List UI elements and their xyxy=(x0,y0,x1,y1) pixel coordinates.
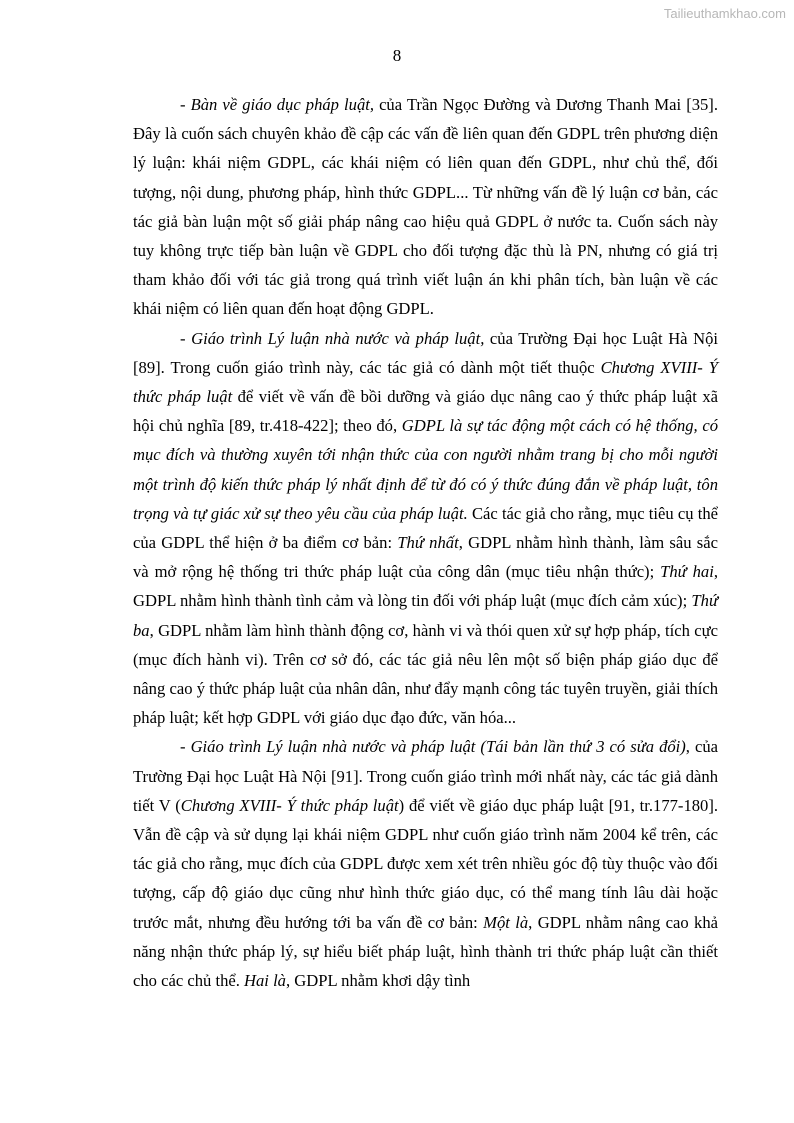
paragraph-text: , GDPL nhằm hình thành, làm sâu sắc và mở rộng hệ thống tri thức pháp luật của công dân (mục tiêu nhận thức); xyxy=(133,533,718,582)
document-body xyxy=(133,90,718,995)
paragraph-text: để viết về vấn đề bồi dưỡng và giáo dục nâng cao ý thức pháp luật xã hội chủ nghĩa [89, tr.418-422]; theo đó, xyxy=(133,387,718,436)
chapter-ref: Chương XVIII- Ý thức pháp luật xyxy=(133,357,718,407)
page-number: 8 xyxy=(392,46,402,65)
chapter-ref: Chương XVIII- Ý thức pháp luật xyxy=(180,795,399,815)
paragraph-giao-trinh-91 xyxy=(133,732,718,995)
book-title: Giáo trình Lý luận nhà nước và pháp luật, xyxy=(191,328,485,348)
paragraph-text: Các tác giả cho rằng, mục tiêu cụ thể của GDPL thể hiện ở ba điểm cơ bản: xyxy=(133,503,718,553)
paragraph-text: , GDPL nhằm nâng cao khả năng nhận thức pháp lý, sự hiểu biết pháp luật, hình thành tri thức pháp luật cần thiết cho các chủ thể. xyxy=(133,912,718,991)
point-label: Thứ ba xyxy=(133,591,718,640)
gdpl-definition: GDPL là sự tác động một cách có hệ thống, có mục đích và thường xuyên tới nhận thức của con người nhằm trang bị cho mỗi người một trình độ kiến thức pháp lý nhất định để từ đó có ý thức đúng đắn về pháp luật, tôn trọng và tự giác xử sự theo yêu cầu của pháp luật. xyxy=(133,416,718,523)
dash: - xyxy=(180,328,192,348)
paragraph-text: ) để viết về giáo dục pháp luật [91, tr.177-180]. Vẫn đề cập và sử dụng lại khái niệm GDPL như cuốn giáo trình năm 2004 kể trên, các tác giả cho rằng, mục đích của GDPL được xem xét trên nhiều góc độ tùy thuộc vào đối tượng, cấp độ giáo dục cũng như hình thức giáo dục, có thể mang tính lâu dài hoặc trước mắt, nhưng đều hướng tới ba vấn đề cơ bản: xyxy=(133,795,719,932)
paragraph-text: , của Trường Đại học Luật Hà Nội [91]. Trong cuốn giáo trình mới nhất này, các tác giả dành tiết V ( xyxy=(133,737,718,815)
point-label: Một là xyxy=(483,912,529,932)
point-label: Hai là xyxy=(244,971,286,991)
book-title: Bàn về giáo dục pháp luật, xyxy=(190,95,374,114)
paragraph-ban-ve-gdpl xyxy=(133,90,718,324)
paragraph-text: , GDPL nhằm hình thành tình cảm và lòng tin đối với pháp luật (mục đích cảm xúc); xyxy=(133,562,718,611)
watermark: Tailieuthamkhao.com xyxy=(663,6,786,21)
paragraph-text: của Trần Ngọc Đường và Dương Thanh Mai [35]. Đây là cuốn sách chuyên khảo đề cập các vấn đề liên quan đến GDPL trên phương diện lý luận: khái niệm GDPL, các khái niệm có liên quan đến GDPL, như chủ thể, đối tượng, nội dung, phương pháp, hình thức GDPL... Từ những vấn đề lý luận cơ bản, các tác giả bàn luận một số giải pháp nâng cao hiệu quả GDPL ở nước ta. Cuốn sách này tuy không trực tiếp bàn luận về GDPL cho đối tượng đặc thù là PN, nhưng có giá trị tham khảo đối với tác giả trong quá trình viết luận án khi phân tích, bàn luận về các khái niệm có liên quan đến hoạt động GDPL. xyxy=(133,95,718,319)
paragraph-giao-trinh-89 xyxy=(133,324,718,733)
point-label: Thứ nhất xyxy=(397,533,459,553)
paragraph-text: , GDPL nhằm khơi dậy tình xyxy=(285,971,471,991)
dash: - xyxy=(180,737,191,757)
book-title: Giáo trình Lý luận nhà nước và pháp luật (Tái bản lần thứ 3 có sửa đổi) xyxy=(190,737,686,757)
dash: - xyxy=(180,95,191,114)
paragraph-text: của Trường Đại học Luật Hà Nội [89]. Trong cuốn giáo trình này, các tác giả có dành một tiết thuộc xyxy=(133,328,718,377)
paragraph-text: , GDPL nhằm làm hình thành động cơ, hành vi và thói quen xử sự hợp pháp, tích cực (mục đích hành vi). Trên cơ sở đó, các tác giả nêu lên một số biện pháp giáo dục để nâng cao ý thức pháp luật của nhân dân, như đẩy mạnh công tác tuyên truyền, giải thích pháp luật; kết hợp GDPL với giáo dục đạo đức, văn hóa... xyxy=(133,620,718,728)
point-label: Thứ hai xyxy=(660,562,714,582)
